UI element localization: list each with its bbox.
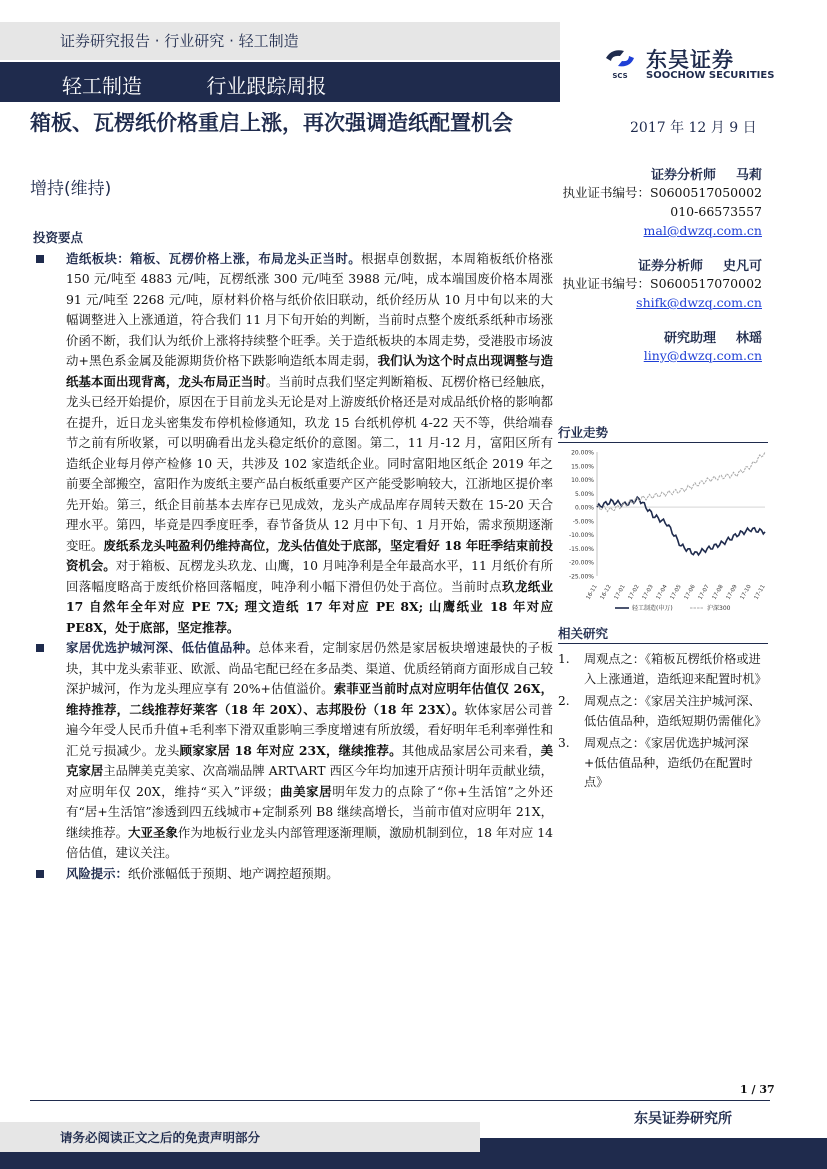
x-tick-label: 16-11 [585,584,599,601]
footer-org: 东吴证券研究所 [634,1111,732,1127]
related-item[interactable]: 2. 周观点之：《家居关注护城河深、低估值品种，造纸短期仍需催化》 [558,694,767,728]
x-tick-label: 17-02 [627,584,641,601]
paragraph-risk: 风险提示：纸价涨幅低于预期、地产调控超预期。 [33,864,553,885]
legend-label-2: 沪深300 [707,605,731,612]
analyst-cert: 执业证书编号：S0600517050002 [562,185,762,200]
x-tick-label: 17-05 [669,584,683,601]
x-tick-label: 17-09 [725,584,739,601]
analyst-panel [560,162,762,365]
related-divider [558,643,768,644]
sector-label: 轻工制造 [62,74,142,98]
x-tick-label: 16-12 [599,584,613,601]
x-tick-label: 17-06 [683,584,697,601]
analyst-role: 证券分析师 马莉 [650,168,762,183]
paragraph-home: 家居优选护城河深、低估值品种。总体来看，定制家居仍然是家居板块增速最快的子板块，其中龙头索菲亚、欧派、尚品宅配已经在多品类、渠道、优质经销商方面形成自己较深护城河，作为龙头理应享有 20%+估值溢价。索菲亚当前时点对应明年估值仅 26X，维持推荐，二线推荐好莱客（18 年 20X）、志邦股份（18 年 23X）。软体家居公司普遍今年受人民币升值+毛利率下滑双重影响三季度增速有所放缓，看好明年毛利率弹性和汇兑亏损减少。龙头顾家家居 18 年对应 23X，继续推荐。其他成品家居公司来看，美克家居主品牌美克美家、次高端品牌 ART\ART 西区今年均加速开店预计明年贡献业绩，对应明年仅 20X，维持“买入”评级；曲美家居明年发力的点除了“你+生活馆”之外还有“居+生活馆”渗透到四五线城市+定制系列 B8 继续高增长，当前市值对应明年 21X，继续推荐。大亚圣象作为地板行业龙头内部管理逐渐理顺，激励机制到位，18 年对应 14 倍估值，建议关注。 [33,638,553,864]
disclaimer: 请务必阅读正文之后的免责声明部分 [60,1130,261,1145]
report-title: 箱板、瓦楞纸价格重启上涨，再次强调造纸配置机会 [30,111,513,135]
trend-chart [555,446,770,616]
analyst-email[interactable]: mal@dwzq.com.cn [643,223,762,238]
x-tick-label: 17-04 [655,584,669,601]
bullet-icon [36,644,44,652]
series-line-2 [597,452,765,512]
bullet-icon [36,870,44,878]
chart-title: 行业走势 [558,425,609,440]
x-tick-label: 17-10 [739,584,753,601]
analyst-email[interactable]: shifk@dwzq.com.cn [636,295,762,310]
related-list [558,650,768,796]
y-tick-label: 10.00% [571,477,594,485]
section-heading: 投资要点 [33,230,84,245]
related-item[interactable]: 3. 周观点之：《家居优选护城河深+低估值品种，造纸仍在配置时点》 [558,736,753,789]
y-tick-label: -5.00% [572,518,594,526]
y-tick-label: -15.00% [568,545,594,553]
x-tick-label: 17-08 [711,584,725,601]
rating: 增持(维持) [30,179,112,199]
analyst-role: 研究助理 林瑶 [663,331,762,346]
investment-highlights [33,228,553,884]
bullet-icon [36,255,44,263]
y-tick-label: 20.00% [571,449,594,457]
y-tick-label: -20.00% [568,559,594,567]
paragraph-paper: 造纸板块：箱板、瓦楞价格上涨，布局龙头正当时。根据卓创数据，本周箱板纸价格涨 150 元/吨至 4883 元/吨，瓦楞纸涨 300 元/吨至 3988 元/吨，成本端国废价格本周涨 91 元/吨至 2268 元/吨，原材料价格与纸价依旧联动，纸价经历从 10 月中旬以来的大幅调整进入上涨通道，符合我们 11 月下旬开始的判断，当前时点整个废纸系纸种市场涨价函不断，我们认为纸价上涨将持续整个旺季。关于造纸板块的本周走势，受港股市场波动+黑色系金属及能源期货价格下跌影响造纸本周走弱，我们认为这个时点出现调整与造纸基本面出现背离，龙头布局正当时。当前时点我们坚定判断箱板、瓦楞价格已经触底，龙头已经开始提价，原因在于目前龙头无论是对上游废纸价格还是对成品纸价格的影响都在提升，近日龙头密集发布停机检修通知，玖龙 15 台纸机停机 4-22 天不等，供给端春节之前有所收紧，可以明确看出龙头稳定纸价的意图。第二，11 月-12 月，富阳区所有造纸企业每月停产检修 10 天，共涉及 102 家造纸企业。同时富阳地区纸企 2019 年之前要全部搬空，富阳作为废纸主要产品白板纸重要产区产能受影响较大，江浙地区提价率先开始。第三，纸企目前基本去库存已见成效，龙头产成品库存周转天数在 15-20 天合理水平。第四，毕竟是四季度旺季，春节备货从 12 月中下旬、1 月开始，需求预期逐渐变旺。废纸系龙头吨盈利仍维持高位，龙头估值处于底部，坚定看好 18 年旺季结束前投资机会。对于箱板、瓦楞龙头玖龙、山鹰，10 月吨净利是全年最高水平，11 月纸价有所回落幅度略高于废纸价格回落幅度，吨净利小幅下滑但仍处于高位。当前时点玖龙纸业 17 自然年全年对应 PE 7X; 理文造纸 17 年对应 PE 8X; 山鹰纸业 18 年对应 PE8X，处于底部，坚定推荐。 [33,249,553,639]
logo-name: 东吴证券 [646,48,734,72]
related-item[interactable]: 1. 周观点之：《箱板瓦楞纸价格或进入上涨通道，造纸迎来配置时机》 [558,652,767,686]
y-tick-label: 0.00% [574,504,594,512]
analyst-cert: 执业证书编号：S0600517070002 [562,276,762,291]
y-tick-label: 5.00% [574,490,594,498]
logo-abbr: SCS [612,72,628,80]
x-tick-label: 17-01 [613,584,627,601]
report-type-label: 行业跟踪周报 [206,74,327,98]
header-title-row [62,70,384,99]
logo-english: SOOCHOW SECURITIES [646,70,775,81]
x-tick-label: 17-11 [753,584,767,601]
related-title: 相关研究 [558,626,609,641]
analyst-phone: 010-66573557 [670,204,762,219]
breadcrumb: 证券研究报告 · 行业研究 · 轻工制造 [60,32,299,50]
analyst-email[interactable]: liny@dwzq.com.cn [643,348,762,363]
footer-divider [30,1100,770,1101]
page-number: 1 / 37 [740,1083,775,1096]
x-tick-label: 17-03 [641,584,655,601]
analyst-role: 证券分析师 史凡可 [637,259,762,274]
report-date: 2017 年 12 月 9 日 [630,120,757,136]
legend-label-1: 轻工制造(申万) [632,605,673,612]
chart-divider [558,442,768,443]
y-tick-label: -25.00% [568,573,594,581]
soochow-logo-icon [602,46,638,80]
y-tick-label: -10.00% [568,532,594,540]
y-tick-label: 15.00% [571,463,594,471]
x-tick-label: 17-07 [697,584,711,601]
